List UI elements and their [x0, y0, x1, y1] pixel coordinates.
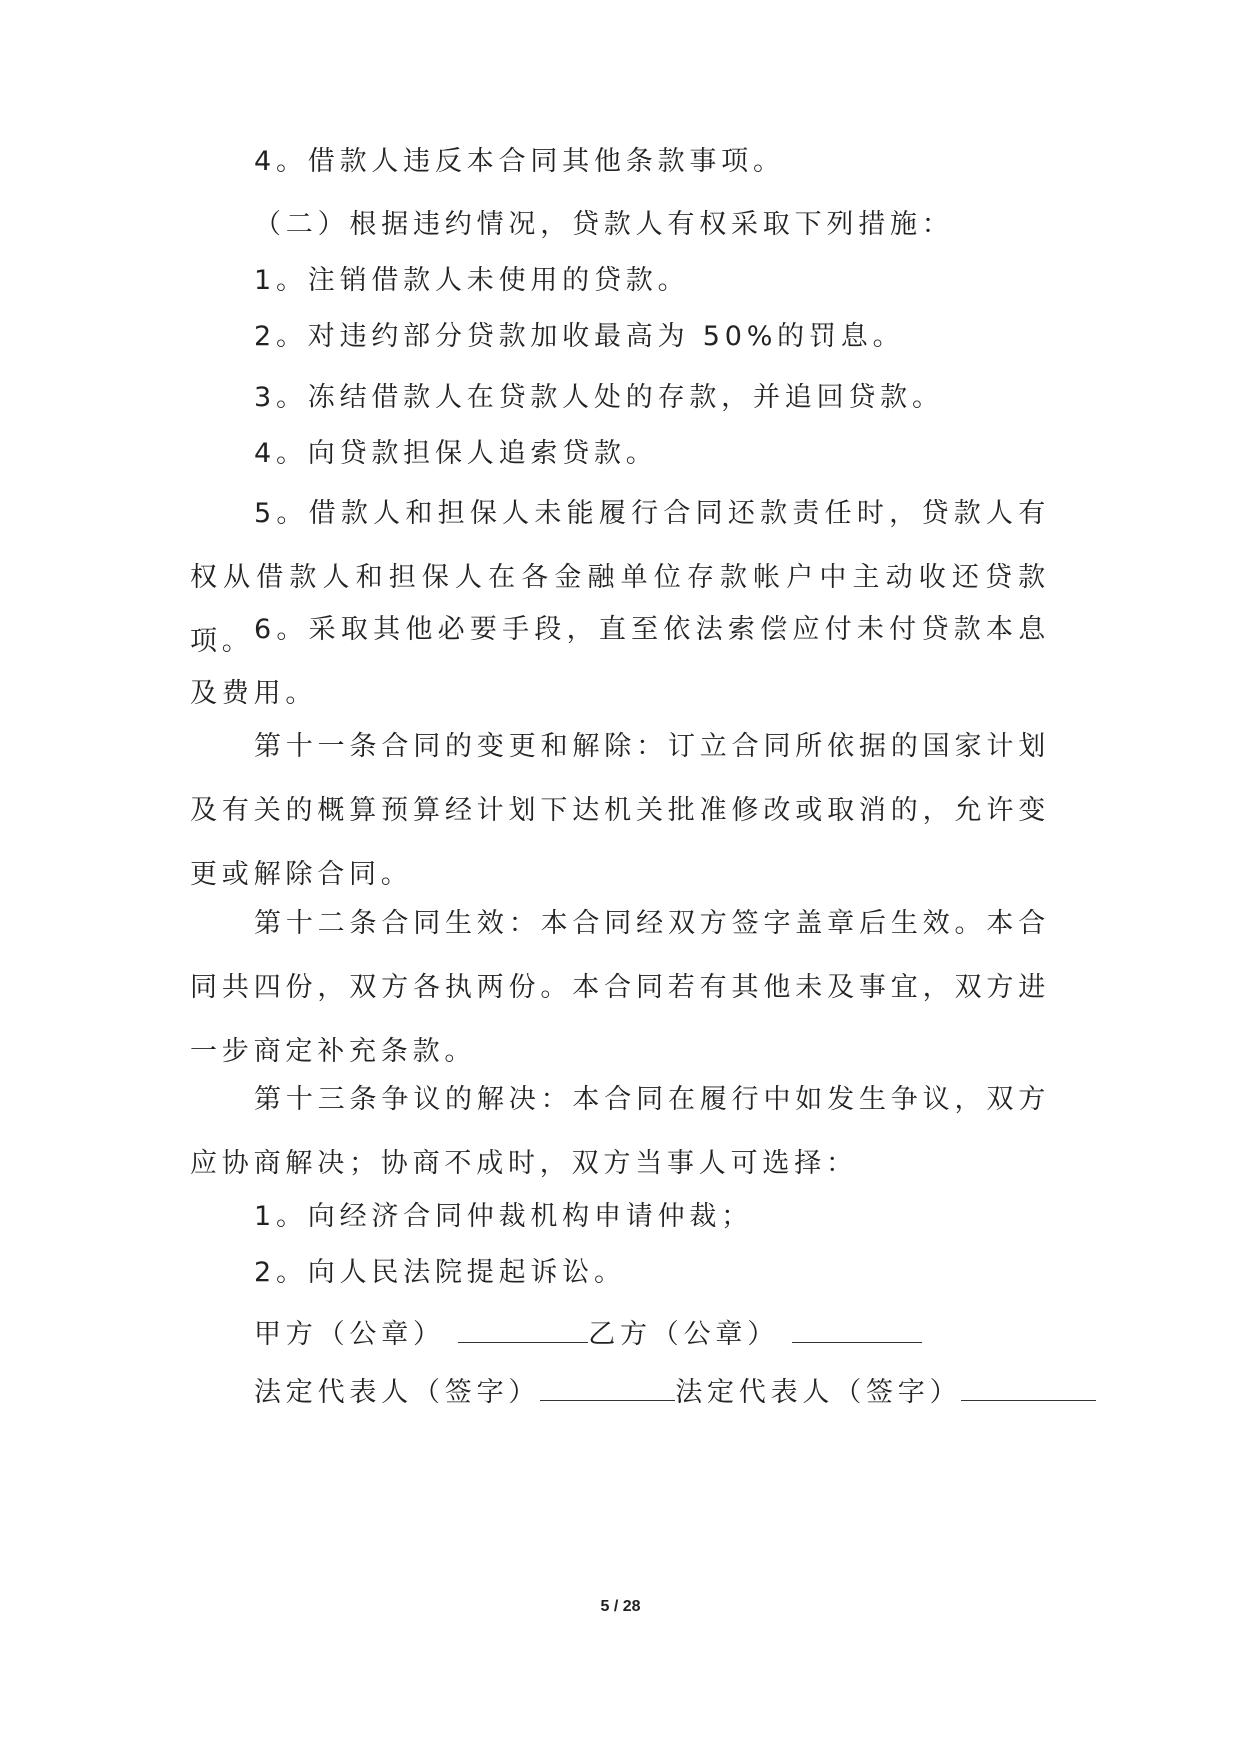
signature-representative-line	[254, 1370, 1096, 1413]
paragraph-article-13: 第十三条争议的解决：本合同在履行中如发生争议，双方应协商解决；协商不成时，双方当事人可选择：	[190, 1084, 1050, 1179]
party-b-seal-blank	[792, 1312, 922, 1343]
paragraph-remedies-heading: （二）根据违约情况，贷款人有权采取下列措施：	[254, 209, 954, 240]
paragraph-article-12: 第十二条合同生效：本合同经双方签字盖章后生效。本合同共四份，双方各执两份。本合同若有其他未及事宜，双方进一步商定补充条款。	[190, 908, 1050, 1067]
paragraph-article-11: 第十一条合同的变更和解除：订立合同所依据的国家计划及有关的概算预算经计划下达机关批准修改或取消的，允许变更或解除合同。	[190, 731, 1050, 890]
party-a-seal-label: 甲方（公章）	[254, 1319, 445, 1350]
paragraph-remedy-2: 2。对违约部分贷款加收最高为 50%的罚息。	[254, 321, 905, 352]
paragraph-remedy-5: 5。借款人和担保人未能履行合同还款责任时，贷款人有权从借款人和担保人在各金融单位存款帐户中主动收还贷款项。	[190, 498, 1050, 657]
paragraph-dispute-option-2: 2。向人民法院提起诉讼。	[254, 1257, 626, 1288]
party-a-rep-blank	[540, 1370, 675, 1401]
party-b-rep-label: 法定代表人（签字）	[675, 1377, 962, 1408]
paragraph-remedy-3: 3。冻结借款人在贷款人处的存款，并追回贷款。	[254, 382, 944, 413]
page-number: 5 / 28	[600, 1598, 641, 1615]
paragraph-breach-item-4: 4。借款人违反本合同其他条款事项。	[254, 146, 785, 177]
paragraph-dispute-option-1: 1。向经济合同仲裁机构申请仲裁；	[254, 1201, 753, 1232]
paragraph-remedy-4: 4。向贷款担保人追索贷款。	[254, 438, 658, 469]
party-b-seal-label: 乙方（公章）	[588, 1319, 780, 1350]
party-b-rep-blank	[961, 1370, 1096, 1401]
party-a-seal-blank	[458, 1312, 588, 1343]
party-a-rep-label: 法定代表人（签字）	[254, 1377, 541, 1408]
paragraph-remedy-1: 1。注销借款人未使用的贷款。	[254, 265, 690, 296]
paragraph-remedy-6: 6。采取其他必要手段，直至依法索偿应付未付贷款本息及费用。	[190, 614, 1050, 709]
signature-seal-line	[254, 1312, 922, 1355]
